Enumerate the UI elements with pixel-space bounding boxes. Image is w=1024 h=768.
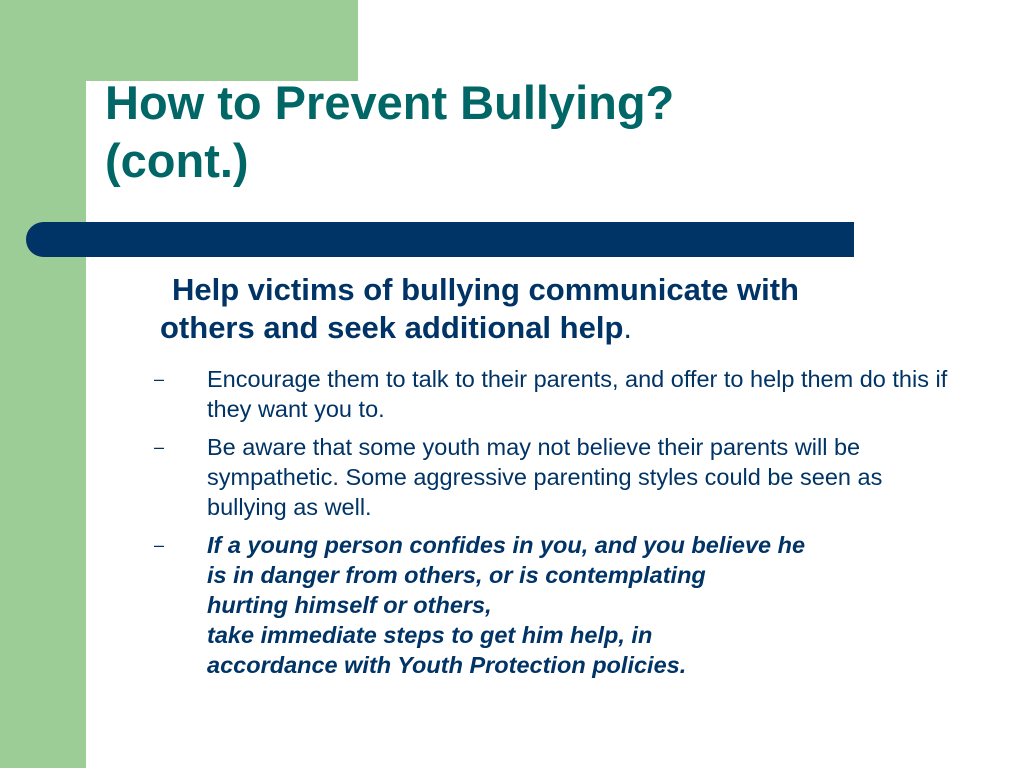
bullet-marker: – [154,535,165,555]
bullet-text-line: take immediate steps to get him help, in [207,622,653,648]
lead-paragraph [160,271,900,347]
bullet-item [150,432,950,522]
bullet-text: Encourage them to talk to their parents, and offer to help them do this if they want you to. [207,366,948,422]
bullet-marker: – [154,437,165,457]
slide-title [105,74,865,190]
bullet-text-emphasis [207,530,950,680]
bullet-text-line: hurting himself or others, [207,592,492,618]
lead-text: Help victims of bullying communicate with others and seek additional help [160,272,799,345]
bullet-item [150,364,950,424]
lead-period: . [623,310,633,345]
bullet-text-line: If a young person confides in you, and you believe he [207,532,806,558]
slide-title-line-2: (cont.) [105,134,249,187]
bullet-text: Be aware that some youth may not believe their parents will be sympathetic. Some aggressive parenting styles could be seen as bullying as well. [207,434,883,520]
bullet-list [150,364,950,688]
decor-title-bar [26,222,854,257]
bullet-text-line: accordance with Youth Protection policies. [207,652,687,678]
bullet-text-line: is in danger from others, or is contemplating [207,562,706,588]
bullet-item-emphasis [150,530,950,680]
bullet-marker: – [154,369,165,389]
slide-title-line-1: How to Prevent Bullying? [105,76,675,129]
decor-green-band-left [0,0,86,768]
